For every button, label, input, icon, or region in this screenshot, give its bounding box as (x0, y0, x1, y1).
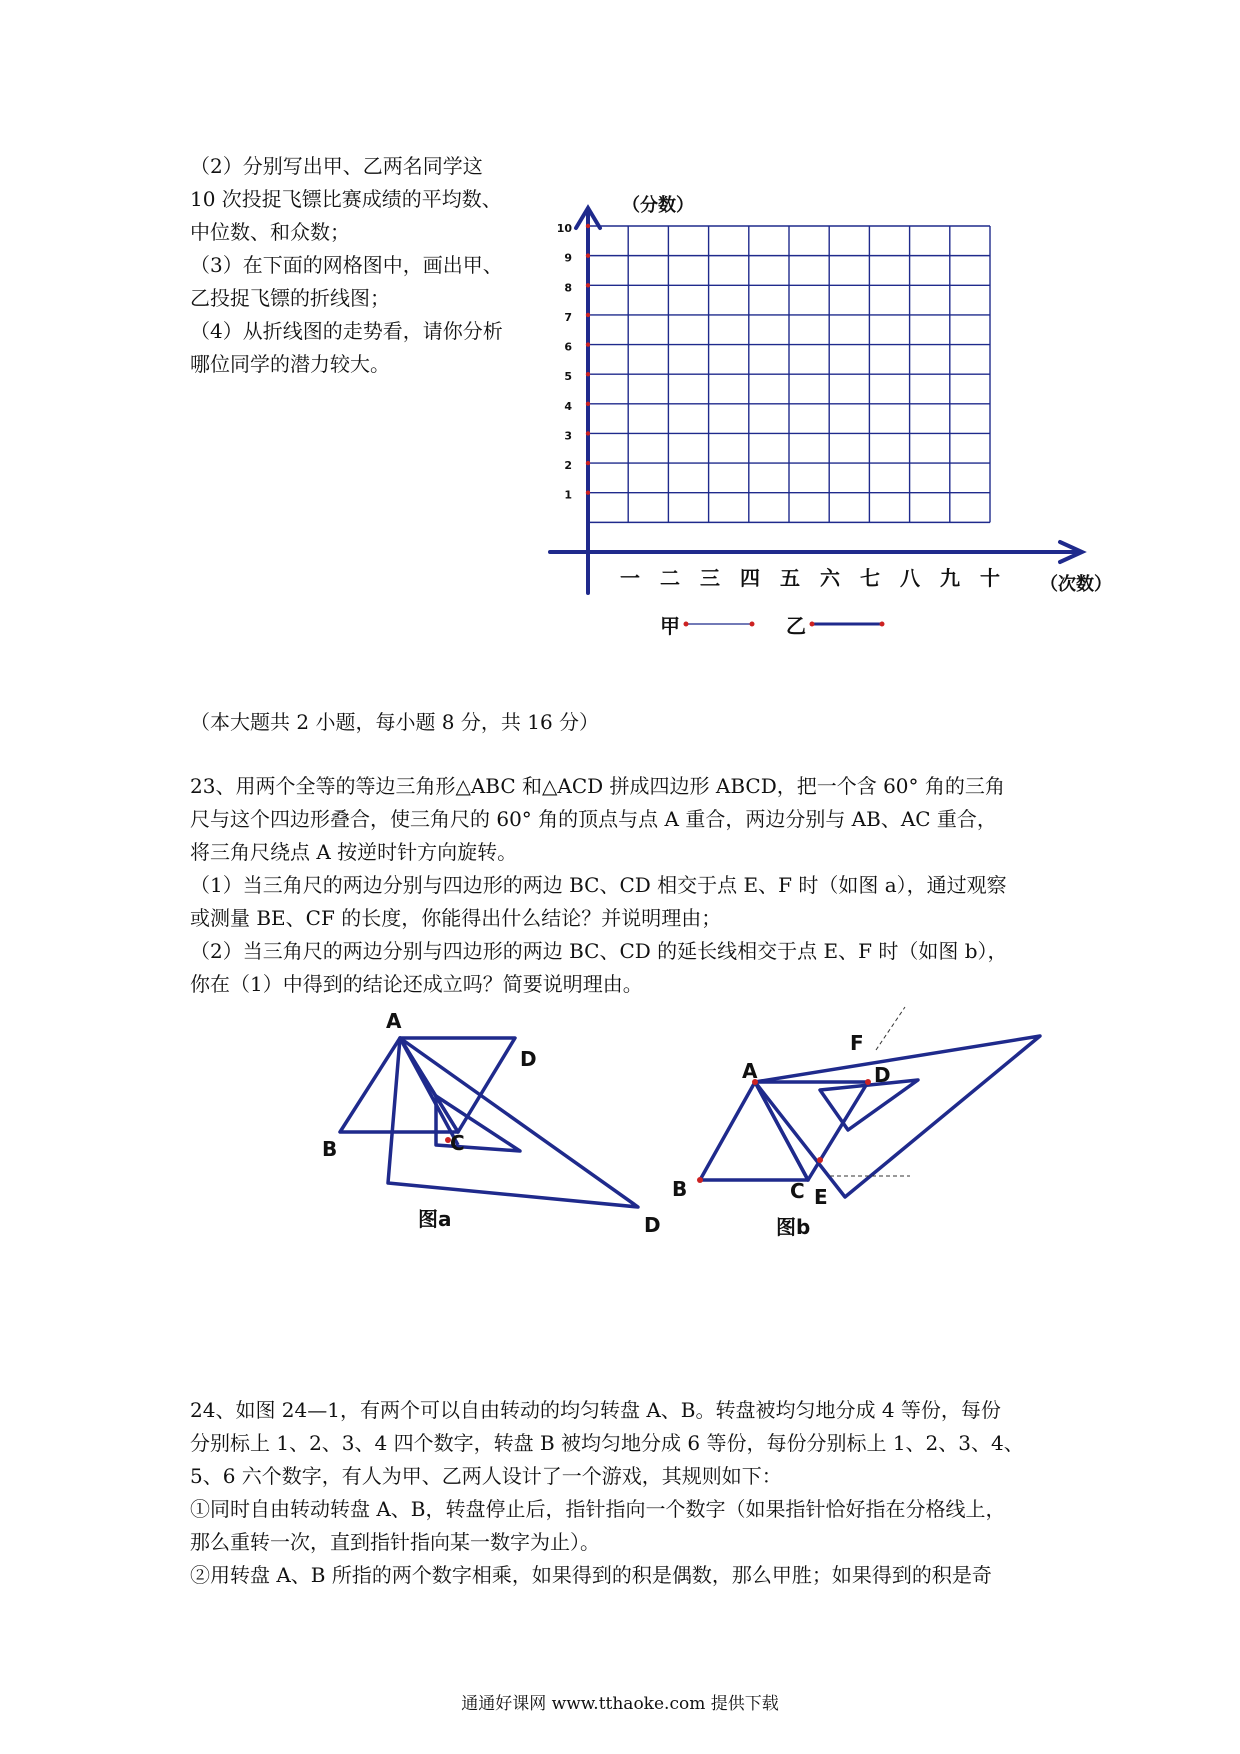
text-line: 哪位同学的潜力较大。 (190, 352, 390, 376)
label-b: B (672, 1177, 688, 1201)
x-tick-label: 二 (660, 566, 680, 590)
caption-b: 图b (776, 1215, 811, 1239)
x-tick-label: 五 (780, 566, 800, 590)
text-line: （2）分别写出甲、乙两名同学这 (190, 154, 483, 178)
label-d2: D (644, 1213, 661, 1237)
label-e: E (814, 1185, 828, 1209)
text-line: ②用转盘 A、B 所指的两个数字相乘，如果得到的积是偶数，那么甲胜；如果得到的积是奇 (190, 1563, 992, 1587)
y-tick-label: 7 (564, 310, 572, 324)
extension-dashed (876, 1007, 905, 1050)
x-axis-label: （次数） (1040, 574, 1112, 595)
y-tick-label: 8 (564, 281, 572, 295)
legend-jia-label: 甲 (660, 614, 680, 638)
y-tick-label: 1 (564, 488, 572, 502)
y-axis-label: （分数） (622, 195, 694, 216)
section-note: （本大题共 2 小题，每小题 8 分，共 16 分） (190, 710, 600, 734)
label-d: D (520, 1047, 537, 1071)
y-tick-label: 3 (564, 429, 572, 443)
x-tick-label: 十 (980, 566, 1000, 590)
x-tick-label: 三 (700, 566, 720, 590)
set-square-large (755, 1036, 1040, 1197)
point-b (697, 1177, 703, 1183)
text-line: 将三角尺绕点 A 按逆时针方向旋转。 (190, 840, 518, 864)
text-line: 分别标上 1、2、3、4 四个数字，转盘 B 被均匀地分成 6 等份，每份分别标上 1、2、3、4、 (190, 1431, 1024, 1455)
legend-yi-label: 乙 (786, 614, 806, 638)
label-c: C (450, 1131, 465, 1155)
y-tick-label: 2 (564, 459, 572, 473)
point-e (817, 1157, 823, 1163)
label-a: A (742, 1059, 758, 1083)
set-square-small (820, 1080, 918, 1130)
text-line: （4）从折线图的走势看，请你分析 (190, 319, 503, 343)
label-b: B (322, 1137, 338, 1161)
label-f: F (850, 1031, 864, 1055)
y-tick-label: 6 (564, 340, 572, 354)
y-tick-label: 9 (564, 251, 572, 265)
caption-a: 图a (418, 1207, 452, 1231)
text-line: 尺与这个四边形叠合，使三角尺的 60° 角的顶点与点 A 重合，两边分别与 AB、AC 重合， (190, 807, 997, 831)
x-tick-label: 八 (900, 566, 920, 590)
question-24-text (190, 1394, 1024, 1592)
x-tick-label: 一 (620, 566, 640, 590)
x-tick-label: 四 (740, 566, 760, 590)
text-line: （2）当三角尺的两边分别与四边形的两边 BC、CD 的延长线相交于点 E、F 时（如图 b）， (190, 939, 1008, 963)
x-tick-label: 六 (820, 566, 840, 590)
text-line: ①同时自由转动转盘 A、B，转盘停止后，指针指向一个数字（如果指针恰好指在分格线上， (190, 1497, 1006, 1521)
page-footer: 通通好课网 www.tthaoke.com 提供下载 (461, 1694, 779, 1714)
text-line: 你在（1）中得到的结论还成立吗？简要说明理由。 (190, 972, 643, 996)
text-line: 或测量 BE、CF 的长度，你能得出什么结论？并说明理由； (190, 906, 722, 930)
triangle-acd (755, 1082, 868, 1180)
y-tick-label: 10 (556, 222, 572, 235)
y-tick-label: 5 (564, 370, 572, 384)
point-d (865, 1079, 871, 1085)
text-line: 乙投捉飞镖的折线图； (190, 286, 390, 310)
label-d: D (874, 1063, 891, 1087)
text-line: 10 次投捉飞镖比赛成绩的平均数、 (190, 187, 502, 211)
text-line: 中位数、和众数； (190, 220, 350, 244)
x-tick-label: 七 (860, 566, 880, 590)
text-line: （1）当三角尺的两边分别与四边形的两边 BC、CD 相交于点 E、F 时（如图 a），通过观察 (190, 873, 1007, 897)
label-c: C (790, 1179, 805, 1203)
text-line: 那么重转一次，直到指针指向某一数字为止）。 (190, 1530, 600, 1554)
text-line: 5、6 六个数字，有人为甲、乙两人设计了一个游戏，其规则如下： (190, 1464, 782, 1488)
text-line: （3）在下面的网格图中，画出甲、 (190, 253, 503, 277)
text-line: 23、用两个全等的等边三角形△ABC 和△ACD 拼成四边形 ABCD，把一个含 60° 角的三角 (190, 774, 1005, 798)
text-line: 24、如图 24—1，有两个可以自由转动的均匀转盘 A、B。转盘被均匀地分成 4 等份，每份 (190, 1398, 1001, 1422)
y-tick-label: 4 (564, 399, 572, 413)
x-tick-label: 九 (940, 566, 960, 590)
label-a: A (386, 1009, 402, 1033)
